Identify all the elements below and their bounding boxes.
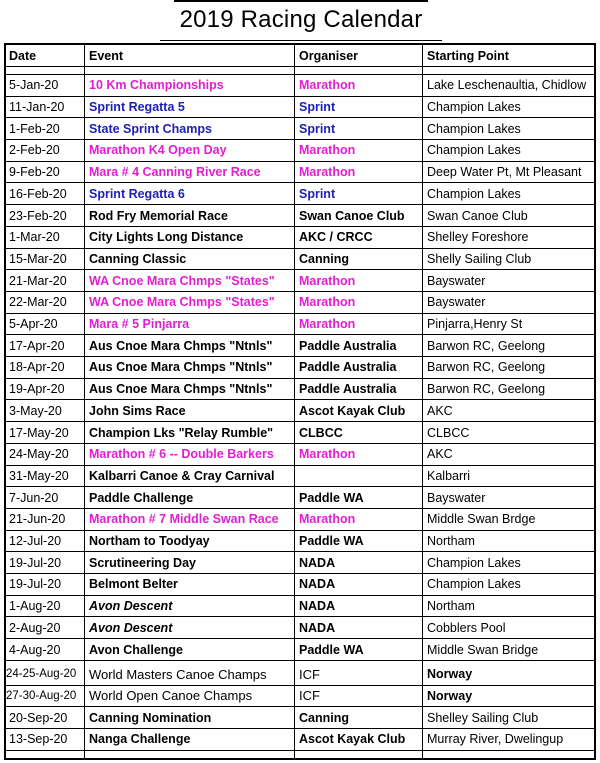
event-date: 2-Feb-20 [9, 143, 60, 158]
event-starting-point: Northam [427, 599, 475, 614]
event-date: 19-Jul-20 [9, 555, 62, 570]
header-starting-point: Starting Point [427, 48, 509, 63]
header-organiser: Organiser [299, 48, 359, 63]
event-organiser: NADA [299, 577, 336, 592]
event-organiser: Marathon [299, 273, 356, 288]
event-starting-point: Barwon RC, Geelong [427, 360, 546, 375]
event-organiser: AKC / CRCC [299, 230, 373, 245]
event-starting-point: Barwon RC, Geelong [427, 338, 546, 353]
table-row [6, 249, 594, 271]
table-row [6, 140, 594, 162]
event-organiser: Sprint [299, 100, 336, 115]
event-name: Marathon # 7 Middle Swan Race [89, 512, 279, 527]
table-row [6, 466, 594, 488]
event-date: 2-Aug-20 [9, 620, 61, 635]
event-starting-point: Middle Swan Bridge [427, 642, 539, 657]
event-date: 24-May-20 [9, 447, 69, 462]
event-starting-point: Murray River, Dwelingup [427, 732, 564, 747]
table-row [6, 664, 594, 686]
table-row [6, 379, 594, 401]
event-name: John Sims Race [89, 403, 186, 418]
event-date: 22-Mar-20 [9, 295, 67, 310]
table-row [6, 335, 594, 357]
event-name: Avon Challenge [89, 642, 183, 657]
event-name: 10 Km Championships [89, 78, 224, 93]
table-row [6, 596, 594, 618]
event-date: 15-Mar-20 [9, 251, 67, 266]
table-row [6, 75, 594, 97]
event-date: 17-Apr-20 [9, 338, 65, 353]
event-starting-point: Champion Lakes [427, 186, 521, 201]
event-name: Aus Cnoe Mara Chmps "Ntnls" [89, 382, 273, 397]
table-row [6, 270, 594, 292]
event-date: 7-Jun-20 [9, 490, 59, 505]
event-date: 4-Aug-20 [9, 642, 61, 657]
table-row [6, 292, 594, 314]
table-row [6, 205, 594, 227]
event-starting-point: Shelley Foreshore [427, 230, 529, 245]
event-date: 16-Feb-20 [9, 186, 67, 201]
event-organiser [295, 466, 422, 487]
event-name: State Sprint Champs [89, 121, 212, 136]
event-date: 9-Feb-20 [9, 165, 60, 180]
event-date: 23-Feb-20 [9, 208, 67, 223]
page-title: 2019 Racing Calendar [160, 0, 442, 41]
header-date: Date [9, 48, 37, 63]
table-row [6, 118, 594, 140]
table-row [6, 444, 594, 466]
column-divider [422, 45, 423, 758]
event-starting-point: Norway [427, 688, 473, 703]
event-starting-point: Kalbarri [427, 468, 471, 483]
event-starting-point: Bayswater [427, 273, 486, 288]
event-organiser: NADA [299, 620, 336, 635]
table-row [6, 574, 594, 596]
event-starting-point: Lake Leschenaultia, Chidlow [427, 78, 587, 93]
event-starting-point: Pinjarra,Henry St [427, 317, 523, 332]
event-name: Avon Descent [89, 599, 173, 614]
event-name: Marathon K4 Open Day [89, 143, 227, 158]
event-name: Champion Lks "Relay Rumble" [89, 425, 274, 440]
event-name: City Lights Long Distance [89, 230, 244, 245]
event-name: Kalbarri Canoe & Cray Carnival [89, 468, 275, 483]
event-starting-point: Middle Swan Brdge [427, 512, 536, 527]
event-organiser: Marathon [299, 295, 356, 310]
event-name: Marathon # 6 -- Double Barkers [89, 447, 274, 462]
table-row [6, 707, 594, 729]
table-row [6, 401, 594, 423]
table-row [6, 552, 594, 574]
event-name: Belmont Belter [89, 577, 178, 592]
table-row [6, 162, 594, 184]
event-name: World Masters Canoe Champs [89, 666, 267, 682]
event-date: 11-Jan-20 [9, 100, 65, 115]
event-organiser: Paddle Australia [299, 338, 397, 353]
event-starting-point: Shelly Sailing Club [427, 251, 532, 266]
event-organiser: ICF [299, 666, 320, 682]
event-organiser: Marathon [299, 78, 356, 93]
event-starting-point: Cobblers Pool [427, 620, 506, 635]
event-organiser: Canning [299, 251, 349, 266]
event-organiser: Paddle WA [299, 490, 364, 505]
table-row [6, 184, 594, 206]
racing-calendar-table [4, 43, 596, 760]
event-date: 31-May-20 [9, 468, 69, 483]
event-date: 5-Jan-20 [9, 78, 59, 93]
event-organiser: Ascot Kayak Club [299, 403, 406, 418]
event-organiser: Ascot Kayak Club [299, 732, 406, 747]
event-organiser: Paddle Australia [299, 382, 397, 397]
event-date: 17-May-20 [9, 425, 69, 440]
event-date: 19-Apr-20 [9, 382, 65, 397]
event-organiser: Marathon [299, 317, 356, 332]
table-header-row [6, 45, 594, 67]
event-organiser: CLBCC [299, 425, 343, 440]
event-date: 21-Jun-20 [9, 512, 66, 527]
event-name: Mara # 4 Canning River Race [89, 165, 261, 180]
event-date: 13-Sep-20 [9, 732, 68, 747]
event-organiser: Sprint [299, 121, 336, 136]
event-date: 18-Apr-20 [9, 360, 65, 375]
table-row [6, 618, 594, 640]
event-name: Canning Nomination [89, 710, 212, 725]
event-organiser: Marathon [299, 165, 356, 180]
table-row [6, 686, 594, 708]
event-name: Mara # 5 Pinjarra [89, 317, 190, 332]
column-divider [84, 45, 85, 758]
event-organiser: Swan Canoe Club [299, 208, 405, 223]
event-name: Paddle Challenge [89, 490, 194, 505]
event-organiser: NADA [299, 599, 336, 614]
event-name: Rod Fry Memorial Race [89, 208, 228, 223]
event-starting-point: Champion Lakes [427, 121, 521, 136]
event-starting-point: Deep Water Pt, Mt Pleasant [427, 165, 582, 180]
event-organiser: NADA [299, 555, 336, 570]
event-starting-point: Bayswater [427, 295, 486, 310]
table-row [6, 487, 594, 509]
event-date: 1-Mar-20 [9, 230, 60, 245]
event-starting-point: AKC [427, 447, 453, 462]
event-starting-point: Bayswater [427, 490, 486, 505]
event-date: 20-Sep-20 [9, 710, 68, 725]
table-row [6, 729, 594, 751]
event-organiser: Sprint [299, 186, 336, 201]
event-name: Northam to Toodyay [89, 534, 210, 549]
event-date: 1-Feb-20 [9, 121, 60, 136]
event-organiser: Paddle Australia [299, 360, 397, 375]
event-date: 1-Aug-20 [9, 599, 61, 614]
event-name: World Open Canoe Champs [89, 688, 253, 704]
table-row [6, 314, 594, 336]
table-row [6, 531, 594, 553]
event-name: Sprint Regatta 6 [89, 186, 185, 201]
event-date: 5-Apr-20 [9, 317, 58, 332]
table-row [6, 227, 594, 249]
table-row [6, 639, 594, 661]
event-date: 27-30-Aug-20 [6, 689, 77, 702]
event-name: Aus Cnoe Mara Chmps "Ntnls" [89, 338, 273, 353]
event-organiser: Paddle WA [299, 642, 364, 657]
event-name: Avon Descent [89, 620, 173, 635]
event-date: 21-Mar-20 [9, 273, 67, 288]
event-starting-point: Barwon RC, Geelong [427, 382, 546, 397]
event-starting-point: CLBCC [427, 425, 470, 440]
column-divider [294, 45, 295, 758]
event-starting-point: Champion Lakes [427, 143, 521, 158]
event-date: 12-Jul-20 [9, 534, 62, 549]
event-organiser: Paddle WA [299, 534, 364, 549]
event-name: Nanga Challenge [89, 732, 191, 747]
table-row [6, 509, 594, 531]
event-name: Scrutineering Day [89, 555, 196, 570]
event-date: 19-Jul-20 [9, 577, 62, 592]
event-starting-point: AKC [427, 403, 453, 418]
table-row [6, 357, 594, 379]
event-name: Sprint Regatta 5 [89, 100, 185, 115]
event-name: Canning Classic [89, 251, 187, 266]
event-organiser: Marathon [299, 512, 356, 527]
event-starting-point: Shelley Sailing Club [427, 710, 539, 725]
event-organiser: Marathon [299, 143, 356, 158]
header-event: Event [89, 48, 124, 63]
event-organiser: Marathon [299, 447, 356, 462]
event-date: 24-25-Aug-20 [6, 668, 77, 681]
table-row [6, 422, 594, 444]
event-starting-point: Champion Lakes [427, 577, 521, 592]
event-name: WA Cnoe Mara Chmps "States" [89, 295, 275, 310]
event-name: WA Cnoe Mara Chmps "States" [89, 273, 275, 288]
spacer-row [6, 67, 594, 75]
event-starting-point: Norway [427, 667, 473, 682]
event-organiser: ICF [299, 688, 320, 704]
event-starting-point: Champion Lakes [427, 100, 521, 115]
event-starting-point: Champion Lakes [427, 555, 521, 570]
event-date: 3-May-20 [9, 403, 62, 418]
event-organiser: Canning [299, 710, 349, 725]
table-row [6, 97, 594, 119]
event-starting-point: Northam [427, 534, 475, 549]
event-starting-point: Swan Canoe Club [427, 208, 528, 223]
event-name: Aus Cnoe Mara Chmps "Ntnls" [89, 360, 273, 375]
